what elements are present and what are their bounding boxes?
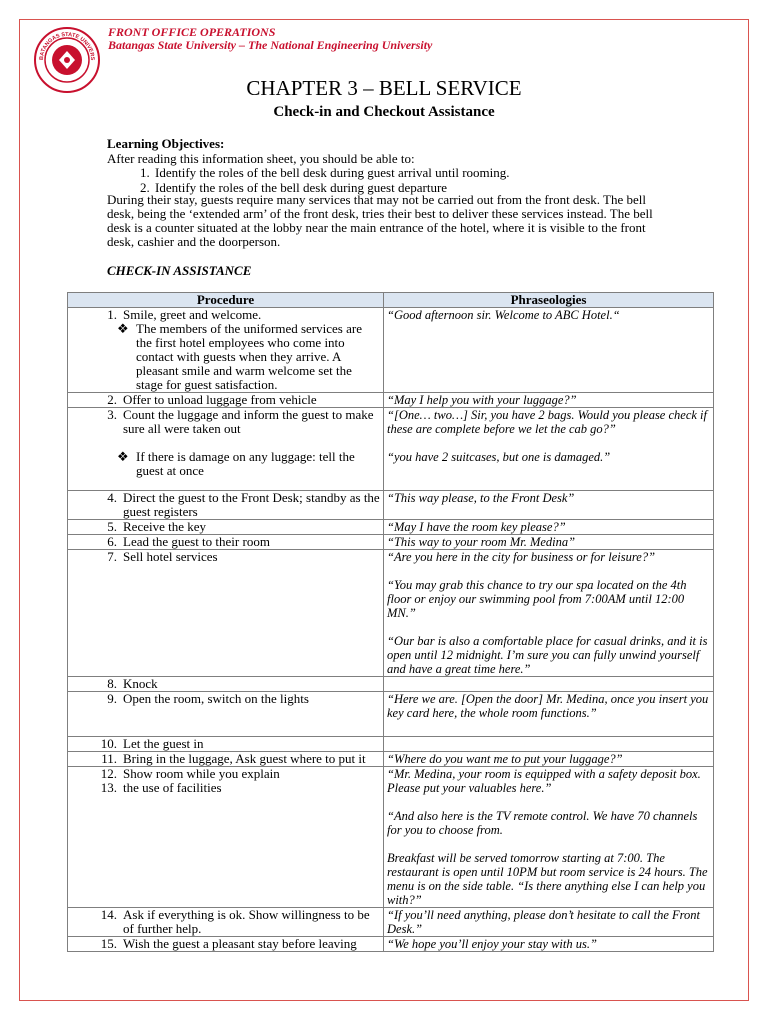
procedure-cell: 6. Lead the guest to their room bbox=[68, 535, 384, 550]
procedure-cell: 11. Bring in the luggage, Ask guest where to put it bbox=[68, 752, 384, 767]
phraseology-cell: “Where do you want me to put your luggage?” bbox=[384, 752, 714, 767]
header-line-1: FRONT OFFICE OPERATIONS bbox=[108, 25, 276, 39]
header-line-2: Batangas State University – The National Engineering University bbox=[108, 38, 433, 52]
procedure-cell: 15. Wish the guest a pleasant stay before leaving bbox=[68, 937, 384, 952]
phraseology-cell: “This way to your room Mr. Medina” bbox=[384, 535, 714, 550]
table-row bbox=[68, 393, 714, 408]
phraseology-cell: “Here we are. [Open the door] Mr. Medina, once you insert you key card here, the whole room functions.” bbox=[384, 692, 714, 737]
table-row bbox=[68, 752, 714, 767]
page-title: CHAPTER 3 – BELL SERVICE bbox=[246, 76, 522, 100]
diamond-bullet-icon: ❖ bbox=[117, 449, 129, 464]
table-row bbox=[68, 677, 714, 692]
phraseology-cell: “If you’ll need anything, please don’t hesitate to call the Front Desk.” bbox=[384, 908, 714, 937]
procedure-cell: 2. Offer to unload luggage from vehicle bbox=[68, 393, 384, 408]
procedure-cell: 9. Open the room, switch on the lights bbox=[68, 692, 384, 737]
procedure-cell: 1. Smile, greet and welcome. ❖ The members of the uniformed services are the first hotel employees who come into contact with guests when they arrive. A pleasant smile and warm welcome set the stage for guest satisfaction. bbox=[68, 308, 384, 393]
table-row bbox=[68, 308, 714, 393]
table-row bbox=[68, 908, 714, 937]
phraseology-cell bbox=[384, 677, 714, 692]
procedure-cell: 5. Receive the key bbox=[68, 520, 384, 535]
page-subtitle: Check-in and Checkout Assistance bbox=[273, 104, 495, 120]
table-row bbox=[68, 767, 714, 908]
learning-objectives bbox=[107, 137, 667, 195]
procedure-cell: 3. Count the luggage and inform the guest to make sure all were taken out ❖ If there is damage on any luggage: tell the guest at once bbox=[68, 408, 384, 491]
table-row bbox=[68, 520, 714, 535]
procedure-cell: 12. Show room while you explain 13. the use of facilities bbox=[68, 767, 384, 908]
table-header-row bbox=[68, 293, 714, 308]
phraseology-cell: “May I help you with your luggage?” bbox=[384, 393, 714, 408]
objective-item: 1. Identify the roles of the bell desk during guest arrival until rooming. bbox=[153, 166, 667, 181]
intro-paragraph: During their stay, guests require many services that may not be carried out from the front desk. The bell desk, being the ‘extended arm’ of the front desk, tries their best to deliver these services instead. The bell desk is a counter situated at the lobby near the main entrance of the hotel, where it is visible to the front desk, cashier and the doorperson. bbox=[107, 192, 653, 249]
table-row bbox=[68, 491, 714, 520]
objectives-intro: After reading this information sheet, you should be able to: bbox=[107, 150, 415, 166]
objectives-list bbox=[107, 166, 667, 195]
table-row bbox=[68, 408, 714, 491]
phraseology-cell: “May I have the room key please?” bbox=[384, 520, 714, 535]
table-row bbox=[68, 550, 714, 677]
phraseology-cell: “Good afternoon sir. Welcome to ABC Hotel.“ bbox=[384, 308, 714, 393]
procedure-cell: 7. Sell hotel services bbox=[68, 550, 384, 677]
section-title: CHECK-IN ASSISTANCE bbox=[107, 263, 252, 278]
procedure-cell: 14. Ask if everything is ok. Show willingness to be of further help. bbox=[68, 908, 384, 937]
column-header-phraseologies: Phraseologies bbox=[384, 293, 714, 308]
table-row bbox=[68, 737, 714, 752]
check-in-table bbox=[67, 292, 714, 952]
column-header-procedure: Procedure bbox=[68, 293, 384, 308]
phraseology-cell: “Are you here in the city for business or for leisure?” “You may grab this chance to try our spa located on the 4th floor or enjoy our swimming pool from 7:00AM until 12:00 MN.” “Our bar is also a comfortable place for casual drinks, and it is open until 12 midnight. I’m sure you can fully unwind yourself and have a great time here.” bbox=[384, 550, 714, 677]
table-row bbox=[68, 937, 714, 952]
table-row bbox=[68, 535, 714, 550]
phraseology-cell: “[One… two…] Sir, you have 2 bags. Would you please check if these are complete before we let the cab go?” “you have 2 suitcases, but one is damaged.” bbox=[384, 408, 714, 491]
diamond-bullet-icon: ❖ bbox=[117, 321, 129, 336]
phraseology-cell bbox=[384, 737, 714, 752]
phraseology-cell: “This way please, to the Front Desk” bbox=[384, 491, 714, 520]
objective-item: 2. Identify the roles of the bell desk during guest departure bbox=[153, 181, 667, 196]
procedure-cell: 4. Direct the guest to the Front Desk; standby as the guest registers bbox=[68, 491, 384, 520]
svg-text:BATANGAS STATE UNIVERSITY: BATANGAS STATE UNIVERS bbox=[38, 31, 96, 61]
table-row bbox=[68, 692, 714, 737]
phraseology-cell: “Mr. Medina, your room is equipped with a safety deposit box. Please put your valuables here.” “And also here is the TV remote control. We have 70 channels for you to choose from. Breakfast will be served tomorrow starting at 7:00. The restaurant is open until 10PM but room service is 24 hours. The menu is on the side table. “Is there anything else I can help you with?” bbox=[384, 767, 714, 908]
procedure-cell: 10. Let the guest in bbox=[68, 737, 384, 752]
procedure-cell: 8. Knock bbox=[68, 677, 384, 692]
objectives-heading: Learning Objectives: bbox=[107, 136, 225, 151]
phraseology-cell: “We hope you’ll enjoy your stay with us.” bbox=[384, 937, 714, 952]
